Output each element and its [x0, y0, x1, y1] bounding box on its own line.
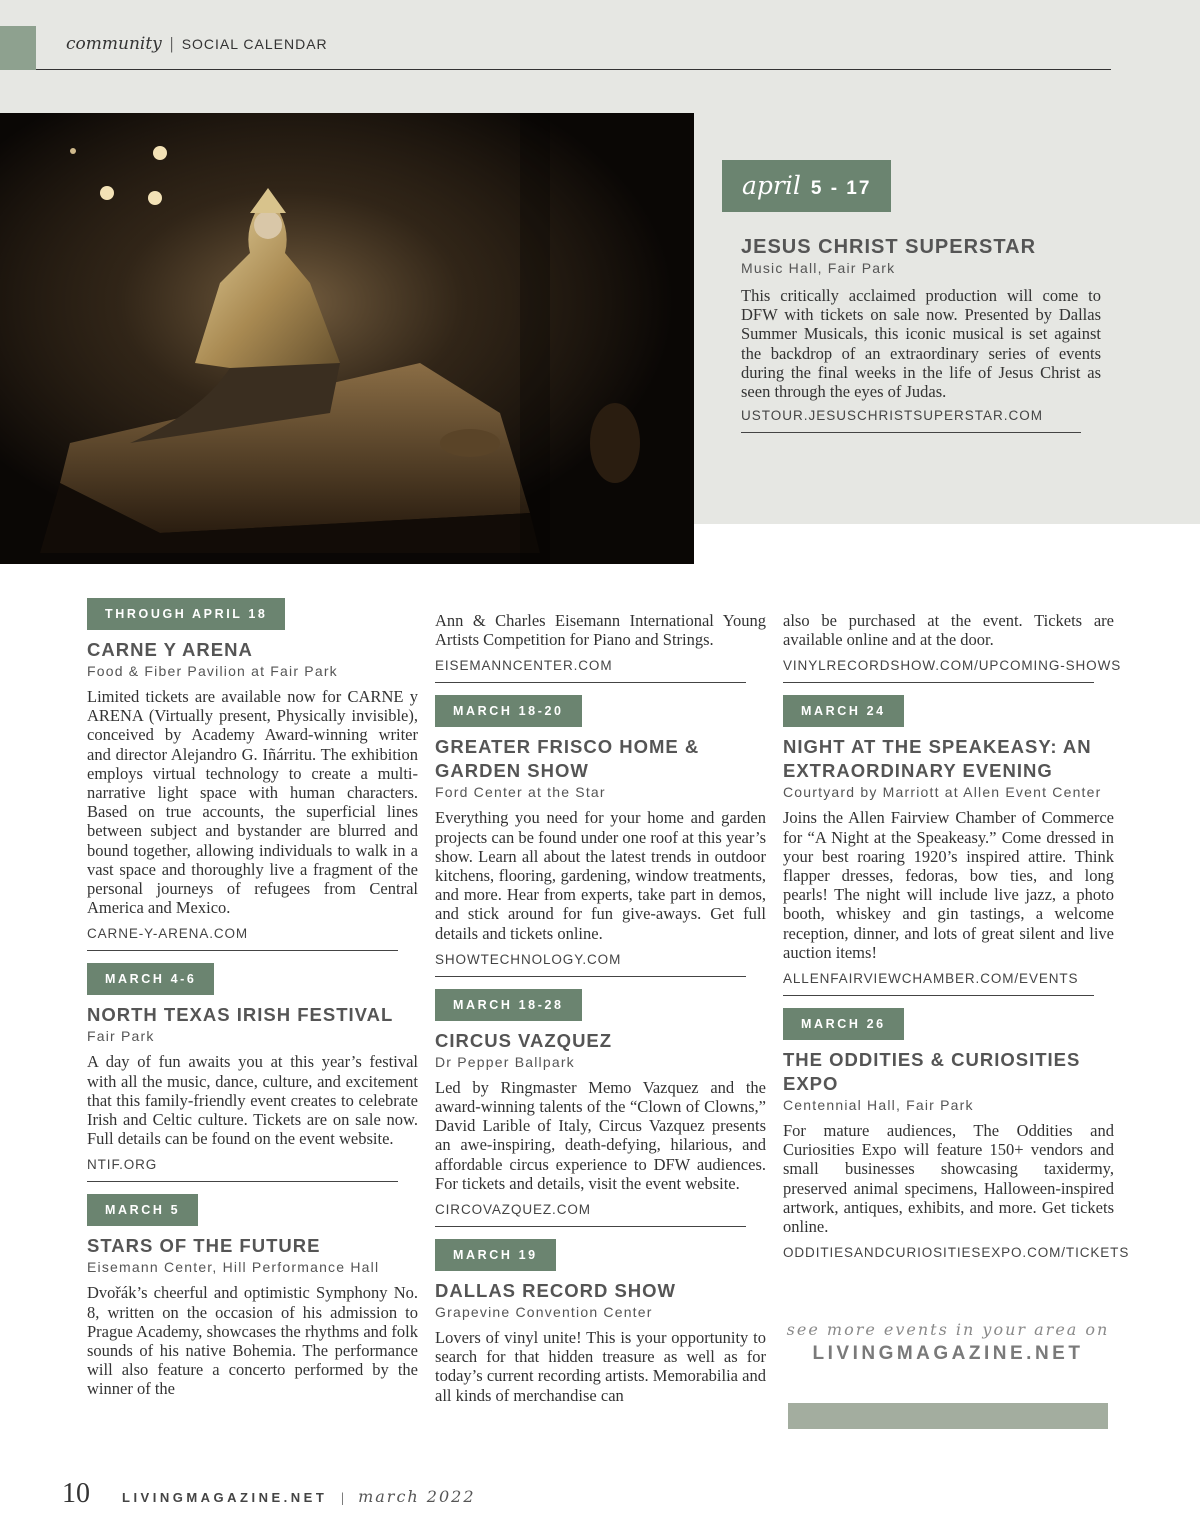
event-frisco-home-garden-show: [435, 695, 766, 976]
event-title: GREATER FRISCO HOME & GARDEN SHOW: [435, 736, 700, 782]
event-date-badge: MARCH 5: [87, 1194, 198, 1226]
page-number: 10: [62, 1478, 90, 1509]
more-events-promo: [783, 1320, 1113, 1365]
event-title: DALLAS RECORD SHOW: [435, 1280, 677, 1302]
featured-description: This critically acclaimed production will come to DFW with tickets on sale now. Presented by Dallas Summer Musicals, this iconic musical is set against the backdrop of an extraordinary series of events during the final weeks in the life of Jesus Christ as seen through the eyes of Judas.: [741, 286, 1101, 402]
event-venue: Grapevine Convention Center: [435, 1304, 653, 1321]
header-rule: [36, 69, 1111, 70]
footer-site: LIVINGMAGAZINE.NET: [122, 1490, 328, 1505]
page-footer: [62, 1478, 476, 1510]
event-title: CARNE Y ARENA: [87, 639, 253, 660]
event-venue: Dr Pepper Ballpark: [435, 1053, 575, 1070]
event-stars-of-the-future: [87, 1194, 418, 1398]
event-description: Everything you need for your home and garden projects can be found under one roof at this year’s show. Learn all about the latest trends in outdoor kitchens, flooring, gardening, window treatments, and more. Hear from experts, take part in demos, and stick around for fun give-aways. Get full details and tickets online.: [435, 808, 766, 943]
event-dallas-record-show-continued: [783, 611, 1122, 683]
page-header: [66, 34, 328, 54]
event-north-texas-irish-festival: [87, 963, 418, 1182]
event-link[interactable]: CIRCOVAZQUEZ.COM: [435, 1202, 591, 1218]
event-title: NIGHT AT THE SPEAKEASY: AN EXTRAORDINARY EVENING: [783, 736, 1092, 782]
event-description-continued: Ann & Charles Eisemann International Young Artists Competition for Piano and Strings.: [435, 611, 766, 650]
event-description: A day of fun awaits you at this year’s festival with all the music, dance, culture, and excitement that this family-friendly event creates to celebrate Irish and Celtic culture. Tickets are on sale now. Full details can be found on the event website.: [87, 1052, 418, 1149]
event-venue: Centennial Hall, Fair Park: [783, 1097, 974, 1114]
event-description: Joins the Allen Fairview Chamber of Commerce for “A Night at the Speakeasy.” Come dressed in your best roaring 1920’s inspired attire. Think flapper dresses, fedoras, bow ties, and long pearls! The night will include live jazz, a photo booth, whiskey and gin tastings, a welcome reception, dinner, and lots of great silent and live auction items!: [783, 808, 1114, 962]
featured-date-month: april: [742, 171, 801, 200]
event-rule: [435, 976, 746, 977]
event-date-badge: MARCH 19: [435, 1239, 556, 1271]
featured-date-badge: [722, 160, 891, 212]
event-date-badge: MARCH 26: [783, 1008, 904, 1040]
event-date-badge: MARCH 18-20: [435, 695, 582, 727]
featured-link[interactable]: USTOUR.JESUSCHRISTSUPERSTAR.COM: [741, 408, 1044, 423]
column-3: [783, 611, 1130, 1269]
promo-text: see more events in your area on: [786, 1320, 1110, 1339]
event-stars-of-the-future-continued: [435, 611, 766, 683]
event-link[interactable]: ODDITIESANDCURIOSITIESEXPO.COM/TICKETS: [783, 1245, 1130, 1261]
event-venue: Fair Park: [87, 1028, 155, 1045]
event-title: CIRCUS VAZQUEZ: [435, 1029, 613, 1051]
event-link[interactable]: SHOWTECHNOLOGY.COM: [435, 951, 622, 967]
section-name: community: [66, 34, 162, 54]
header-separator: |: [170, 34, 174, 53]
event-venue: Food & Fiber Pavilion at Fair Park: [87, 663, 338, 679]
event-description: Lovers of vinyl unite! This is your opportunity to search for that hidden treasure as well as for today’s current recording artists. Memorabilia and all kinds of merchandise can: [435, 1328, 766, 1405]
event-venue: Ford Center at the Star: [435, 784, 606, 801]
event-date-badge: THROUGH APRIL 18: [87, 598, 285, 630]
featured-venue: Music Hall, Fair Park: [741, 260, 896, 276]
event-oddities-curiosities-expo: [783, 1008, 1130, 1262]
event-description: Limited tickets are available now for CARNE y ARENA (Virtually present, Physically invisible), conceived by Academy Award-winning writer and director Alejandro G. Iñárritu. The exhibition employs virtual technology to create a multi-narrative light space with human characters. Based on true accounts, the superficial lines between subject and bystander are blurred and bound together, allowing individuals to walk in a vast space and thoroughly live a fragment of the personal journeys of refugees from Central America and Mexico.: [87, 687, 418, 918]
event-rule: [435, 1226, 746, 1227]
event-title: THE ODDITIES & CURIOSITIES EXPO: [783, 1049, 1081, 1095]
section-title: SOCIAL CALENDAR: [181, 36, 328, 52]
footer-issue: march 2022: [358, 1487, 476, 1506]
footer-separator: |: [341, 1491, 345, 1506]
event-description-continued: also be purchased at the event. Tickets are available online and at the door.: [783, 611, 1114, 650]
event-carne-y-arena: [87, 598, 418, 951]
stage-photo: [0, 113, 694, 564]
event-night-at-the-speakeasy: [783, 695, 1114, 996]
event-title: NORTH TEXAS IRISH FESTIVAL: [87, 1004, 394, 1026]
event-description: Led by Ringmaster Memo Vazquez and the award-winning talents of the “Clown of Clowns,” David Larible of Italy, Circus Vazquez presents an awe-inspiring, death-defying, hilarious, and affordable circus experience to DFW audiences. For tickets and details, visit the event website.: [435, 1077, 766, 1193]
event-link[interactable]: VINYLRECORDSHOW.COM/UPCOMING-SHOWS: [783, 658, 1122, 674]
event-rule: [87, 950, 398, 951]
featured-date-days: 5 - 17: [810, 178, 872, 199]
event-rule: [783, 995, 1094, 996]
promo-link[interactable]: LIVINGMAGAZINE.NET: [812, 1343, 1084, 1364]
event-link[interactable]: ALLENFAIRVIEWCHAMBER.COM/EVENTS: [783, 971, 1079, 987]
event-date-badge: MARCH 24: [783, 695, 904, 727]
event-link[interactable]: CARNE-Y-ARENA.COM: [87, 926, 249, 942]
event-link[interactable]: NTIF.ORG: [87, 1157, 158, 1173]
event-venue: Courtyard by Marriott at Allen Event Center: [783, 784, 1102, 801]
event-title: STARS OF THE FUTURE: [87, 1235, 321, 1257]
section-tab: [0, 26, 36, 70]
event-rule: [783, 682, 1094, 683]
event-venue: Eisemann Center, Hill Performance Hall: [87, 1259, 380, 1276]
column-1: [87, 598, 418, 1407]
event-dallas-record-show: [435, 1239, 766, 1405]
event-circus-vazquez: [435, 989, 766, 1227]
event-rule: [435, 682, 746, 683]
event-date-badge: MARCH 18-28: [435, 989, 582, 1021]
column-2: [435, 611, 766, 1413]
event-date-badge: MARCH 4-6: [87, 963, 214, 995]
event-description: Dvořák’s cheerful and optimistic Symphony No. 8, written on the occasion of his admission to Prague Academy, showcases the rhythms and folk sounds of his native Bohemia. The performance will also feature a concerto performed by the winner of the: [87, 1283, 418, 1399]
event-link[interactable]: EISEMANNCENTER.COM: [435, 658, 613, 674]
featured-title: JESUS CHRIST SUPERSTAR: [741, 236, 1037, 258]
event-description: For mature audiences, The Oddities and Curiosities Expo will feature 150+ vendors and small businesses showcasing taxidermy, preserved animal specimens, Halloween-inspired artwork, antiques, exhibits, and more. Get tickets online.: [783, 1121, 1114, 1237]
event-rule: [87, 1181, 398, 1182]
featured-rule: [741, 432, 1081, 433]
decorative-bar: [788, 1403, 1108, 1429]
